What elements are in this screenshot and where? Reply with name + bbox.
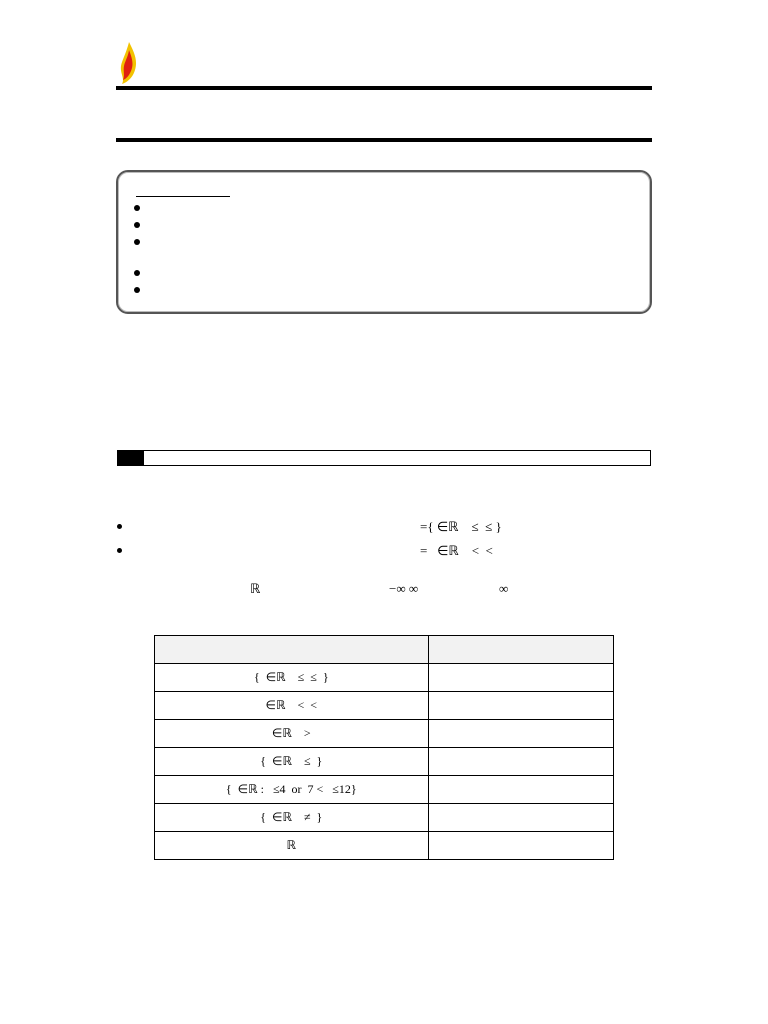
objectives-heading-underline — [136, 196, 230, 197]
interval-cell — [428, 776, 613, 804]
set-notation-closed-interval: ={ ∈ℝ ≤ ≤ } — [420, 519, 502, 534]
set-notation-cell: { ∈ℝ : ≤4 or 7 < ≤12} — [155, 776, 429, 804]
table-header-cell — [428, 636, 613, 664]
table-row — [155, 720, 614, 748]
interval-cell — [428, 804, 613, 832]
table-row — [155, 832, 614, 860]
table-row — [155, 692, 614, 720]
interval-cell — [428, 720, 613, 748]
objectives-box — [116, 170, 652, 314]
table-header-row — [155, 636, 614, 664]
set-notation-cell: ℝ — [155, 832, 429, 860]
infinity-symbol: ∞ — [499, 581, 509, 596]
set-notation-cell: { ∈ℝ ≤ ≤ } — [155, 664, 429, 692]
interval-cell — [428, 748, 613, 776]
section-number-tag — [118, 451, 144, 465]
reals-symbol: ℝ — [250, 581, 261, 596]
section-heading-bar — [117, 450, 651, 466]
interval-cell — [428, 832, 613, 860]
bullet — [134, 287, 140, 293]
table-row — [155, 776, 614, 804]
bullet — [134, 205, 140, 211]
interval-notation-table — [154, 635, 614, 860]
bullet — [134, 222, 140, 228]
bullet — [134, 239, 140, 245]
bullet — [134, 270, 140, 276]
table-row — [155, 664, 614, 692]
interval-cell — [428, 664, 613, 692]
table-row — [155, 748, 614, 776]
bullet — [117, 548, 122, 553]
neg-pos-infinity: −∞ ∞ — [389, 581, 419, 596]
flame-icon — [116, 40, 140, 86]
table-row — [155, 804, 614, 832]
header-rule-top — [116, 86, 652, 90]
set-notation-cell: ∈ℝ < < — [155, 692, 429, 720]
bullet — [117, 524, 122, 529]
set-notation-open-interval: = ∈ℝ < < — [420, 543, 493, 558]
header-rule-bottom — [116, 138, 652, 142]
set-notation-cell: ∈ℝ > — [155, 720, 429, 748]
table-header-cell — [155, 636, 429, 664]
interval-cell — [428, 692, 613, 720]
set-notation-cell: { ∈ℝ ≠ } — [155, 804, 429, 832]
set-notation-cell: { ∈ℝ ≤ } — [155, 748, 429, 776]
